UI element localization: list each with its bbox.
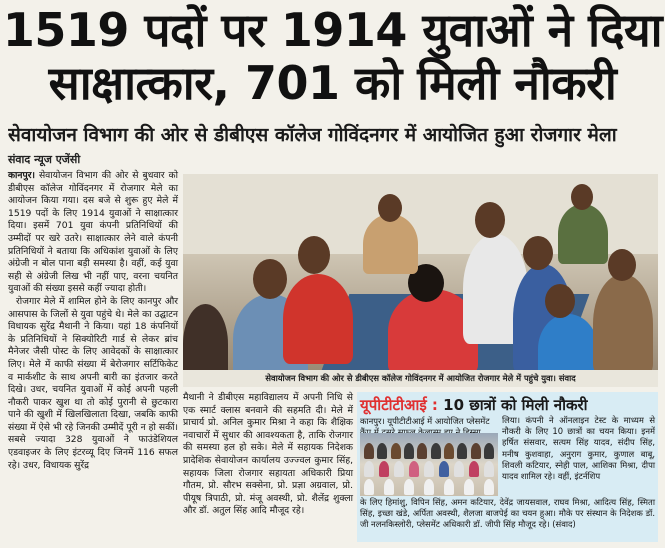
photo-head <box>523 236 553 270</box>
photo-head <box>298 236 330 274</box>
article-column-left <box>8 170 178 472</box>
photo-head <box>545 284 575 318</box>
photo-person <box>593 274 653 370</box>
sidebar-box-text-top: कानपुर। यूपीटीटीआई में आयोजित प्लेसमेंट <box>360 416 490 426</box>
photo-person <box>364 443 374 459</box>
photo-person <box>379 461 389 477</box>
sidebar-box-heading: 10 छात्रों को मिली नौकरी <box>443 396 588 414</box>
photo-person <box>183 304 228 370</box>
photo-person <box>409 461 419 477</box>
photo-person <box>464 479 474 495</box>
photo-person <box>444 443 454 459</box>
sidebar-box-text-bottom: के लिए हिमांशु, विपिन सिंह, अमन कटियार, देवेंद्र जायसवाल, राघव मिश्रा, आदित्य सिंह, स्मिता सिंह, इच्छा खंडे, अर्पिता अवस्थी, शैलजा बाजपेई का चयन हुआ। मौके पर संस्थान के निदेशक डॉ. जी नलनकिस्लोरी, प्लेसमेंट अधिकारी डॉ. जीपी सिंह मौजूद रहे। (संवाद) <box>360 497 655 530</box>
photo-person <box>363 214 418 274</box>
photo-person <box>484 479 494 495</box>
sidebar-box-photo <box>360 433 498 496</box>
sidebar-box-title <box>360 395 588 415</box>
photo-person <box>471 443 481 459</box>
photo-person <box>431 443 441 459</box>
article-column-middle: मैथानी ने डीबीएस महाविद्यालय में अपनी निधि से एक स्मार्ट क्लास बनवाने की सहमति दी। मेले में प्राचार्य प्रो. अनिल कुमार मिश्रा ने कहा कि शैक्षिक नवाचारों में सुधार की आवश्यकता है, ताकि रोजगार की समस्या हल हो सके। मेले में सहायक निदेशक प्रादेशिक सेवायोजन कार्यालय उज्ज्वल कुमार सिंह, सहायक जिला रोजगार सहायता अधिकारी प्रिया गौतम, प्रो. सौरभ सक्सेना, प्रो. प्रज्ञा अग्रवाल, प्रो. पीयूष त्रिपाठी, प्रो. मंजू अवस्थी, प्रो. शैलेंद्र शुक्ला और डॉ. अतुल सिंह आदि मौजूद रहे। <box>183 392 353 517</box>
photo-person <box>364 461 374 477</box>
headline <box>0 4 665 110</box>
subheadline: सेवायोजन विभाग की ओर से डीबीएस कॉलेज गोविंदनगर में आयोजित हुआ रोजगार मेला <box>8 124 617 146</box>
dateline: कानपुर। <box>8 170 35 181</box>
paragraph-1-text: सेवायोजन विभाग की ओर से बुधवार को डीबीएस कॉलेज गोविंदनगर में रोजगार मेले का आयोजन किया गया। दस बजे से शुरू हुए मेले में 1519 पदों के लिए 1914 युवाओं ने साक्षात्कार दिया। इसमें 701 युवा कंपनी प्रतिनिधियों की उम्मीदों पर खरे उतरे। साक्षात्कार लेने वाले कंपनी प्रतिनिधियों ने बताया कि अधिकांश युवाओं के लिए अंग्रेजी न बोल पाना बड़ी समस्या है। वहीं, कई युवा सही से अंग्रेजी लिख भी नहीं पाए, वरना चयनित युवाओं की संख्या इससे कहीं ज्यादा होती। <box>8 170 178 295</box>
photo-caption: सेवायोजन विभाग की ओर से डीबीएस कॉलेज गोविंदनगर में आयोजित रोजगार मेले में पहुंचे युवा। संवाद <box>183 370 658 387</box>
photo-person <box>404 443 414 459</box>
photo-person <box>484 443 494 459</box>
headline-line-1: 1519 पदों पर 1914 युवाओं ने दिया <box>2 3 663 57</box>
photo-person <box>424 461 434 477</box>
article-paragraph-1 <box>8 170 178 296</box>
photo-person <box>424 479 434 495</box>
photo-person <box>417 443 427 459</box>
photo-row <box>364 443 494 459</box>
photo-person <box>404 479 414 495</box>
photo-row <box>364 479 494 495</box>
photo-head <box>571 184 593 210</box>
news-photo <box>183 174 658 370</box>
photo-person <box>454 461 464 477</box>
photo-person <box>538 314 598 370</box>
photo-person <box>457 443 467 459</box>
photo-person <box>377 443 387 459</box>
photo-person <box>484 461 494 477</box>
photo-person <box>394 461 404 477</box>
photo-person <box>364 479 374 495</box>
photo-person <box>391 443 401 459</box>
sidebar-box-tag: यूपीटीटीआई : <box>360 396 438 414</box>
photo-head <box>608 249 636 281</box>
photo-person <box>283 274 353 364</box>
photo-person <box>384 479 394 495</box>
photo-head <box>253 259 287 299</box>
photo-person <box>444 479 454 495</box>
photo-head <box>475 202 505 238</box>
photo-person <box>439 461 449 477</box>
sidebar-box-text-right: लिया। कंपनी ने ऑनलाइन टेस्ट के माध्यम से नौकरी के लिए 10 छात्रों का चयन किया। इनमें हर्षित संसवार, सत्यम सिंह यादव, संदीप सिंह, मनीष कुशवाहा, अनुराग कुमार, कुणाल बाबू, शिवली कटियार, स्नेही पाल, आशिका मिश्रा, दीपा यादव शामिल रहे। वहीं, इंटर्नशिप <box>502 415 655 482</box>
byline: संवाद न्यूज एजेंसी <box>8 153 81 166</box>
photo-row <box>364 461 494 477</box>
photo-head <box>378 194 402 222</box>
photo-person <box>558 204 608 264</box>
photo-person <box>469 461 479 477</box>
headline-line-2: साक्षात्कार, 701 को मिली नौकरी <box>48 56 617 110</box>
article-paragraph-2: रोजगार मेले में शामिल होने के लिए कानपुर और आसपास के जिलों से युवा पहुंचे थे। मेले का उद्घाटन विधायक सुरेंद्र मैथानी ने किया। यहां 18 कंपनियों के प्रतिनिधियों ने सिक्योरिटी गार्ड से लेकर ब्रांच मैनेजर जैसी पोस्ट के लिए आवेदकों के साक्षात्कार लिए। मेले में काफी संख्या में बेरोजगार सर्टिफिकेट व मार्कशीट के साथ अपनी बारी का इंतजार करते दिखे। उधर, चयनित युवाओं में कोई अपनी पहली नौकरी पाकर खुश था तो कोई पुरानी से छुटकारा पाने की खुशी में खिलखिलाता दिखा, जबकि काफी संख्या में ऐसे भी रहे जिनकी उम्मीदें पूरी न हो सकीं। सबसे ज्यादा 328 युवाओं ने फाउंडेशियल एडवाइजर के लिए इंटरव्यू दिए जिनमें 116 सफल रहे। उधर, विधायक सुरेंद्र <box>8 295 178 471</box>
